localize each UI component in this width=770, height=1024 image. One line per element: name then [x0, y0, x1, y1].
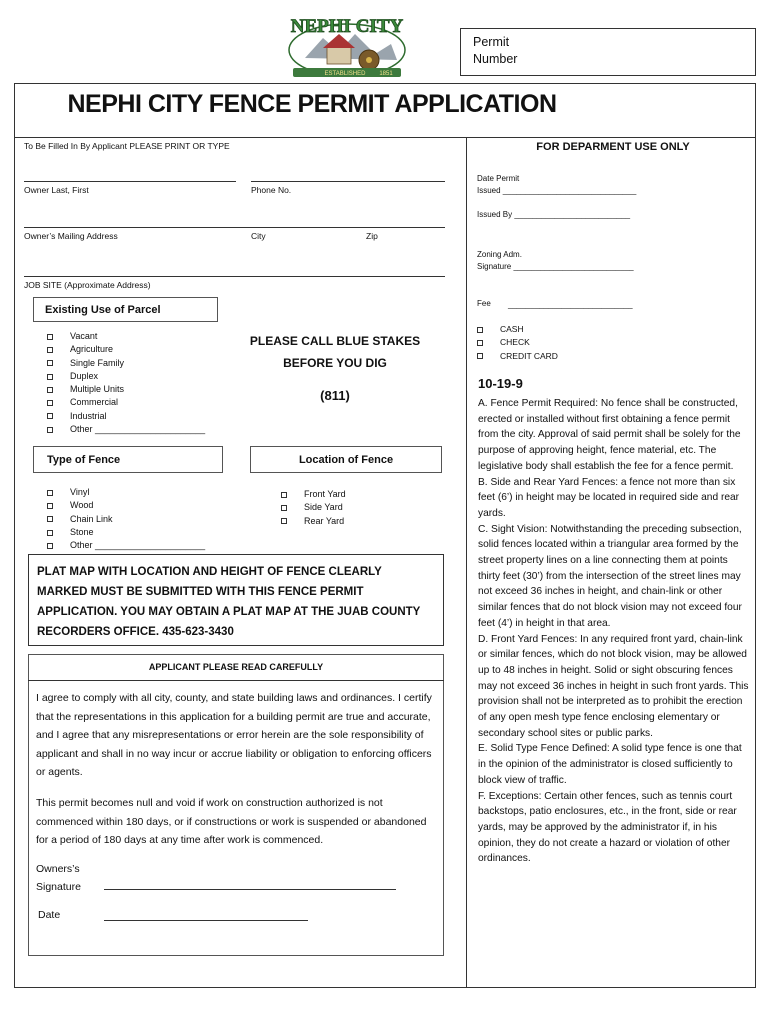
- owner-name-line[interactable]: [24, 181, 236, 182]
- checkbox-icon[interactable]: [47, 543, 53, 549]
- existing-use-heading: Existing Use of Parcel: [33, 297, 218, 322]
- agreement-divider: [28, 680, 444, 681]
- instructions: To Be Filled In By Applicant PLEASE PRINT OR TYPE: [24, 141, 230, 151]
- date-permit-label: Date Permit: [477, 174, 520, 183]
- blue-stakes-line-2: BEFORE YOU DIG: [283, 356, 387, 370]
- use-vacant[interactable]: Vacant: [47, 330, 205, 343]
- agreement-paragraph-2: This permit becomes null and void if work on construction authorized is not commenced within 180 days, or if constructions or work is suspended or abandoned for a period of 180 days at any time after work is commenced.: [36, 797, 427, 846]
- ordinance-code: 10-19-9: [478, 376, 523, 391]
- fence-other[interactable]: Other ______________________: [47, 539, 205, 552]
- job-site-line[interactable]: [24, 276, 445, 277]
- title-divider: [14, 137, 756, 138]
- use-single-family[interactable]: Single Family: [47, 357, 205, 370]
- checkbox-icon[interactable]: [281, 505, 287, 511]
- location-rear-yard[interactable]: Rear Yard: [281, 515, 346, 528]
- zoning-field[interactable]: [477, 249, 634, 273]
- payment-check[interactable]: CHECK: [477, 336, 558, 349]
- zoning-signature: Signature ___________________________: [477, 262, 634, 271]
- issued-by-field[interactable]: Issued By __________________________: [477, 210, 631, 219]
- checkbox-icon[interactable]: [47, 374, 53, 380]
- checkbox-icon[interactable]: [477, 340, 483, 346]
- zoning-label: Zoning Adm.: [477, 250, 522, 259]
- checkbox-icon[interactable]: [477, 327, 483, 333]
- form-title: NEPHI CITY FENCE PERMIT APPLICATION: [67, 90, 557, 118]
- checkbox-icon[interactable]: [47, 387, 53, 393]
- owner-signature-line[interactable]: [104, 889, 396, 890]
- phone-line[interactable]: [251, 181, 445, 182]
- fence-location-heading: Location of Fence: [250, 446, 442, 473]
- use-duplex[interactable]: Duplex: [47, 370, 205, 383]
- permit-number-box[interactable]: [460, 28, 756, 76]
- date-permit-field[interactable]: [477, 173, 636, 197]
- payment-cash[interactable]: CASH: [477, 323, 558, 336]
- owner-signature-label: Owners’s Signature: [36, 863, 81, 893]
- logo-year: 1851: [379, 71, 393, 77]
- use-commercial[interactable]: Commercial: [47, 396, 205, 409]
- checkbox-icon[interactable]: [281, 492, 287, 498]
- checkbox-icon[interactable]: [47, 530, 53, 536]
- nephi-city-logo: [283, 8, 411, 80]
- payment-options: [477, 323, 558, 363]
- location-front-yard[interactable]: Front Yard: [281, 488, 346, 501]
- checkbox-icon[interactable]: [47, 490, 53, 496]
- fence-location-list: [281, 488, 346, 528]
- date-permit-issued: Issued ______________________________: [477, 186, 637, 195]
- fee-line[interactable]: ____________________________: [508, 300, 633, 309]
- agreement-heading: APPLICANT PLEASE READ CAREFULLY: [148, 662, 324, 672]
- ordinance-text: A. Fence Permit Required: No fence shall be constructed, erected or installed without first obtaining a fence permit from the city. Approval of said permit shall be solely for the purpose of approving height, fence material, etc. The legislative body shall establish the fee for a fence permit. B. Side and Rear Yard Fences: a fence not more than six feet (6’) in height may be located in required side and rear yards. C. Sight Vision: Notwithstanding the preceding subsection, solid fences located within a triangular area formed by the street property lines on a line connecting them at points thirty feet (30’) from the intersection of the street lines may not exceed 36 inches in height, and chain-link or other similar fences that do not block vision may not exceed four feet (4’) in height in that area. D. Front Yard Fences: In any required front yard, chain-link or similar fences, which do not block vision, may be allowed up to 48 inches in height. Solid or sight obscuring fences may not exceed 36 inches in height in such front yards. This provision shall not be interpreted as to prohibit the erection of any open mesh type fence enclosing elementary or secondary school sites or public parks. E. Solid Type Fence Defined: A solid type fence is one that in the opinion of the administrator is closed sufficiently to block view of traffic. F. Exceptions: Certain other fences, such as tennis court backstops, patio enclosures, etc., in the front, side or rear yards, may be approved by the administrator if, in his opinion, they do not create a hazard or violation of other ordinances.: [478, 398, 749, 865]
- permit-label-1: Permit: [473, 35, 510, 49]
- plat-map-notice: PLAT MAP WITH LOCATION AND HEIGHT OF FENCE CLEARLY MARKED MUST BE SUBMITTED WITH THIS FENCE PERMIT APPLICATION. YOU MAY OBTAIN A PLAT MAP AT THE JUAB COUNTY RECORDERS OFFICE. 435-623-3430: [28, 554, 444, 646]
- checkbox-icon[interactable]: [47, 347, 53, 353]
- blue-stakes-notice: [240, 330, 430, 374]
- zip-label: Zip: [366, 231, 378, 241]
- fence-stone[interactable]: Stone: [47, 526, 205, 539]
- date-label: Date: [38, 909, 61, 921]
- use-industrial[interactable]: Industrial: [47, 410, 205, 423]
- city-label: City: [251, 231, 266, 241]
- checkbox-icon[interactable]: [47, 516, 53, 522]
- checkbox-icon[interactable]: [47, 360, 53, 366]
- column-divider: [466, 137, 467, 988]
- payment-credit-card[interactable]: CREDIT CARD: [477, 350, 558, 363]
- dept-heading: FOR DEPARMENT USE ONLY: [536, 141, 690, 153]
- checkbox-icon[interactable]: [47, 503, 53, 509]
- fence-wood[interactable]: Wood: [47, 499, 205, 512]
- use-other[interactable]: Other ______________________: [47, 423, 205, 436]
- fence-type-heading: Type of Fence: [33, 446, 223, 473]
- mailing-address-label: Owner’s Mailing Address: [24, 231, 118, 241]
- mailing-address-line[interactable]: [24, 227, 445, 228]
- use-multiple-units[interactable]: Multiple Units: [47, 383, 205, 396]
- date-line[interactable]: [104, 920, 308, 921]
- logo-name: NEPHI CITY: [290, 16, 404, 37]
- checkbox-icon[interactable]: [281, 518, 287, 524]
- existing-use-list: [47, 330, 205, 436]
- permit-label-2: Number: [473, 52, 518, 66]
- blue-stakes-line-1: PLEASE CALL BLUE STAKES: [249, 334, 421, 348]
- checkbox-icon[interactable]: [47, 334, 53, 340]
- fence-type-list: [47, 486, 205, 552]
- checkbox-icon[interactable]: [47, 400, 53, 406]
- job-site-label: JOB SITE (Approximate Address): [24, 280, 151, 290]
- checkbox-icon[interactable]: [47, 427, 53, 433]
- phone-label: Phone No.: [251, 185, 292, 195]
- checkbox-icon[interactable]: [477, 353, 483, 359]
- checkbox-icon[interactable]: [47, 413, 53, 419]
- logo-established: ESTABLISHED: [324, 71, 366, 77]
- fence-chain-link[interactable]: Chain Link: [47, 513, 205, 526]
- use-agriculture[interactable]: Agriculture: [47, 343, 205, 356]
- fence-vinyl[interactable]: Vinyl: [47, 486, 205, 499]
- agreement-paragraph-1: I agree to comply with all city, county, and state building laws and ordinances. I certify that the representations in this application for a building permit are true and accurate, and I agree that any misrepresentations or error herein are the sole responsibility of applicant and shall in no way incur or accrue liability or obligation to enforcing officers or agents.: [36, 692, 432, 778]
- blue-stakes-number: (811): [320, 388, 350, 403]
- owner-name-label: Owner Last, First: [24, 185, 89, 195]
- fee-label: Fee: [477, 299, 491, 308]
- location-side-yard[interactable]: Side Yard: [281, 501, 346, 514]
